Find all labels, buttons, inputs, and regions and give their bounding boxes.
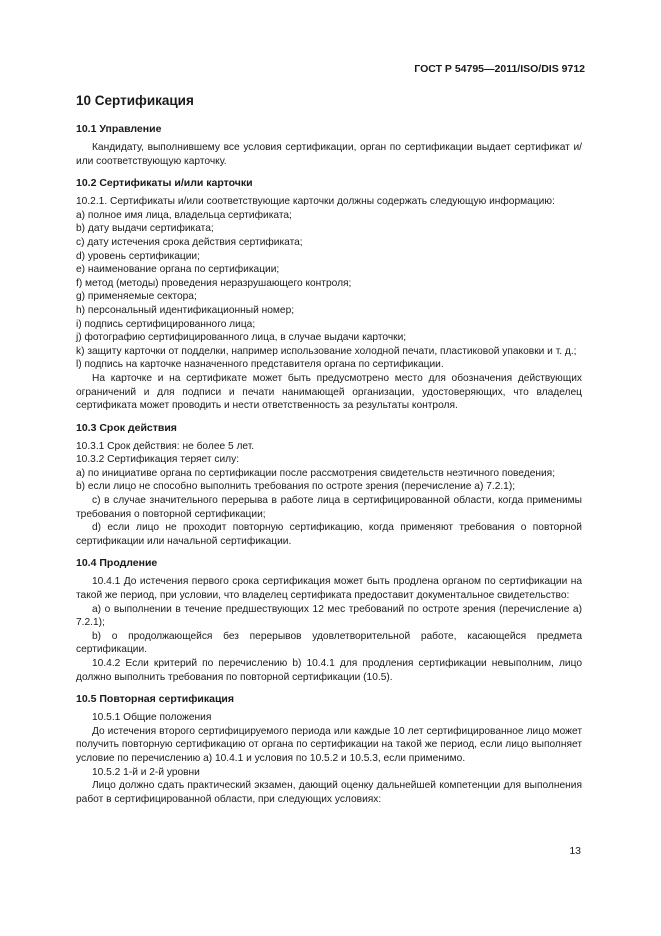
paragraph: До истечения второго сертифицируемого периода или каждые 10 лет сертифицированное лицо может получить повторную сертификацию от органа по сертификации на такой же период, если лицо выполняет условие по перечислению a) 10.4.1 и условия по 10.5.2 и 10.5.3, если применимо. [76, 725, 582, 764]
paragraph: 10.3.2 Сертификация теряет силу: [76, 454, 240, 466]
paragraph: На карточке и на сертификате может быть предусмотрено место для обозначения действующих ограничений и для подписи и печати нанимающей организации, удостоверяющих, что владелец сертификата может проводить и нести ответственность за результаты контроля. [76, 372, 582, 412]
list-item: a) по инициативе органа по сертификации после рассмотрения свидетельств неэтичного поведения; [76, 467, 556, 479]
section-10-5 [76, 692, 582, 806]
paragraph: 10.4.2 Если критерий по перечислению b) 10.4.1 для продления сертификации невыполним, лицо должно выполнить требования по повторной сертификации (10.5). [76, 658, 582, 683]
document-header: ГОСТ Р 54795—2011/ISO/DIS 9712 [414, 63, 585, 75]
list-item: c) в случае значительного перерыва в работе лица в сертифицированной области, когда применимы требования о повторной сертификации; [76, 495, 582, 520]
list-item: k) защиту карточки от подделки, например использование холодной печати, пластиковой упаковки и т. д.; [76, 345, 577, 357]
list-item: e) наименование органа по сертификации; [76, 264, 280, 276]
paragraph: 10.3.1 Срок действия: не более 5 лет. [76, 440, 255, 452]
paragraph: Лицо должно сдать практический экзамен, дающий оценку дальнейшей компетенции для выполнения работ в сертифицированной области, при следующих условиях: [76, 780, 582, 805]
list-item: h) персональный идентификационный номер; [76, 304, 295, 316]
section-10-3 [76, 421, 582, 549]
list-item: c) дату истечения срока действия сертификата; [76, 236, 303, 248]
list-item: b) если лицо не способно выполнить требования по остроте зрения (перечисление a) 7.2.1); [76, 481, 516, 493]
paragraph: Кандидату, выполнившему все условия сертификации, орган по сертификации выдает сертификат и/или соответствующую карточку. [76, 142, 582, 167]
section-heading: 10.4 Продление [76, 557, 158, 570]
section-title: 10 Сертификация [76, 93, 194, 108]
list-item: j) фотографию сертифицированного лица, в случае выдачи карточки; [76, 332, 407, 344]
section-heading: 10.2 Сертификаты и/или карточки [76, 177, 253, 190]
list-item: i) подпись сертифицированного лица; [76, 318, 256, 330]
section-heading: 10.1 Управление [76, 123, 162, 135]
section-heading: 10.5 Повторная сертификация [76, 693, 235, 706]
page-number: 13 [569, 845, 581, 857]
paragraph: 10.2.1. Сертификаты и/или соответствующие карточки должны содержать следующую информацию: [76, 196, 555, 208]
subsection-heading: 10.5.1 Общие положения [92, 712, 212, 724]
list-item: d) уровень сертификации; [76, 250, 200, 262]
section-heading: 10.3 Срок действия [76, 421, 177, 434]
list-item: d) если лицо не проходит повторную сертификацию, когда применяют требования о повторной сертификации или начальной сертификации. [76, 522, 582, 547]
subsection-heading: 10.5.2 1-й и 2-й уровни [92, 766, 200, 778]
list-item: a) полное имя лица, владельца сертификата; [76, 209, 292, 221]
list-item: b) дату выдачи сертификата; [76, 223, 214, 235]
section-10-1 [76, 122, 582, 168]
list-item: f) метод (методы) проведения неразрушающего контроля; [76, 277, 352, 289]
section-10-4 [76, 556, 582, 684]
list-item: a) о выполнении в течение предшествующих 12 мес требований по остроте зрения (перечисление a) 7.2.1); [76, 603, 582, 629]
list-item: g) применяемые сектора; [76, 291, 197, 303]
paragraph: 10.4.1 До истечения первого срока сертификация может быть продлена органом по сертификации на такой же период, при условии, что владелец сертификата предоставит документальное свидетельство: [76, 576, 582, 602]
list-item: l) подпись на карточке назначенного представителя органа по сертификации. [76, 359, 444, 371]
list-item: b) о продолжающейся без перерывов удовлетворительной работе, касающейся предмета сертификации. [76, 630, 582, 656]
document-body [76, 92, 582, 814]
section-10-2 [76, 176, 582, 413]
